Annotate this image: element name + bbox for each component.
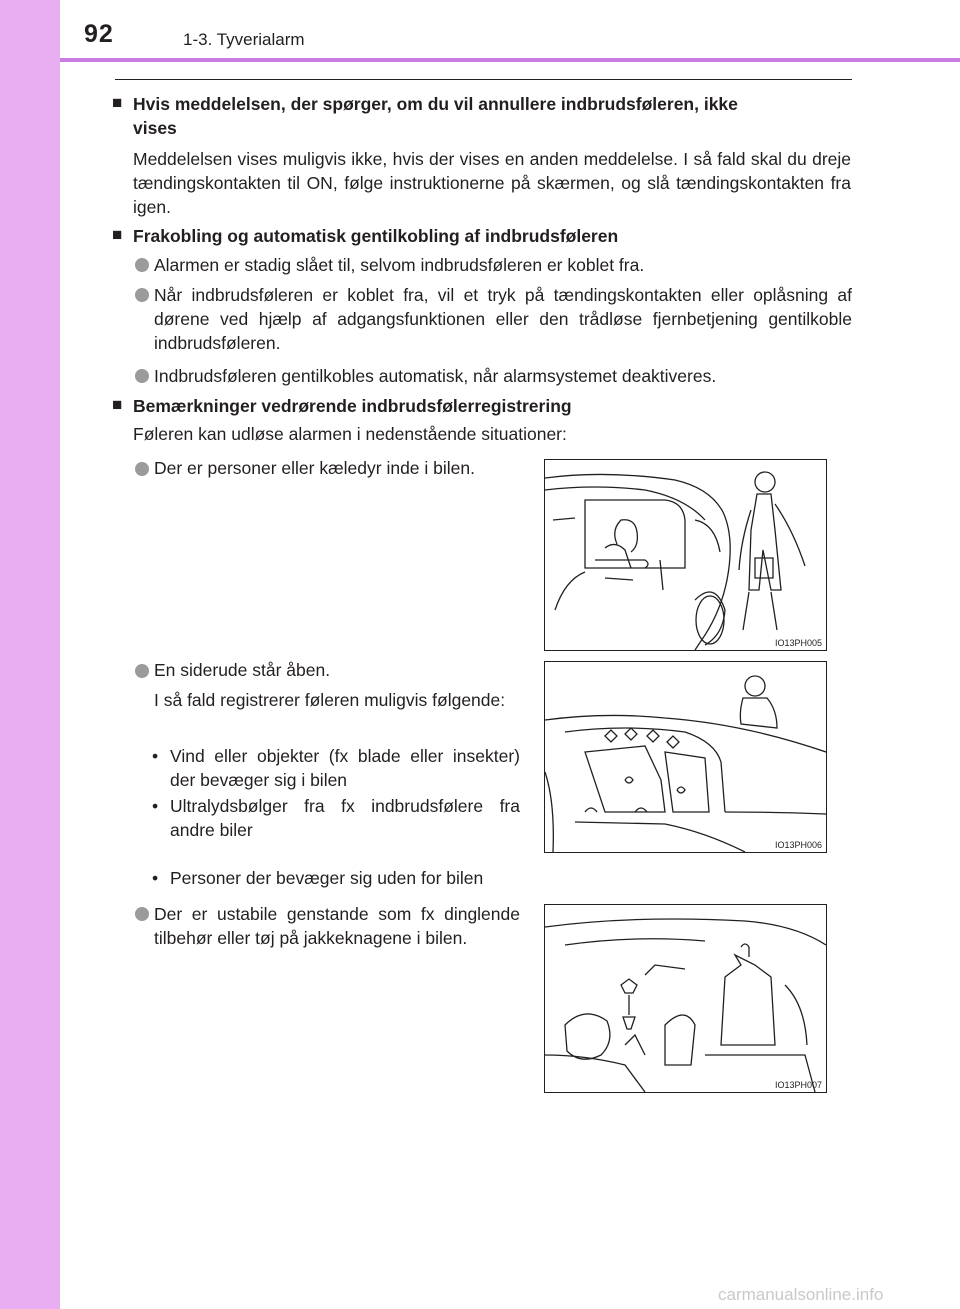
figure-code: IO13PH006	[774, 840, 822, 850]
bullet-text: Når indbrudsføleren er koblet fra, vil et tryk på tændingskontakten eller oplåsning af dørene ved hjælp af adgangsfunktionen eller den trådløse fjernbetjening gentilkoble indbrudsføleren.	[154, 285, 852, 353]
bullet-text: Der er personer eller kæledyr inde i bilen.	[154, 458, 475, 478]
figure-code: IO13PH005	[774, 638, 822, 648]
watermark: carmanualsonline.info	[718, 1285, 884, 1304]
square-marker: ■	[112, 395, 123, 414]
figure-hanging-items	[544, 904, 827, 1093]
bullet-dot	[135, 907, 149, 921]
section-heading	[133, 92, 853, 140]
sub-bullet: •	[152, 868, 159, 888]
section-heading: Bemærkninger vedrørende indbrudsfølerregistrering	[133, 396, 572, 416]
bullet-text: Indbrudsføleren gentilkobles automatisk, når alarmsystemet deaktiveres.	[154, 366, 717, 386]
page-number: 92	[84, 20, 114, 48]
illustration-open-window	[545, 662, 826, 852]
bullet-dot	[135, 462, 149, 476]
figure-open-window	[544, 661, 827, 853]
sub-bullet-text: Ultralydsbølger fra fx indbrudsfølere fra andre biler	[170, 796, 520, 840]
sub-bullet: •	[152, 746, 159, 766]
bullet-dot	[135, 258, 149, 272]
bullet-text: En siderude står åben.	[154, 660, 331, 680]
sub-bullet-text: Vind eller objekter (fx blade eller insekter) der bevæger sig i bilen	[170, 746, 520, 790]
section-heading: Frakobling og automatisk gentilkobling af indbrudsføleren	[133, 226, 619, 246]
illustration-hanging-items	[545, 905, 826, 1092]
bullet-text: Der er ustabile genstande som fx dinglende tilbehør eller tøj på jakkeknagene i bilen.	[154, 904, 520, 948]
heading-line: vises	[133, 118, 177, 138]
bullet-dot	[135, 369, 149, 383]
paragraph: Føleren kan udløse alarmen i nedenstående situationer:	[133, 424, 567, 444]
heading-line: Hvis meddelelsen, der spørger, om du vil annullere indbrudsføleren, ikke	[133, 94, 738, 114]
square-marker: ■	[112, 225, 123, 244]
bullet-dot	[135, 664, 149, 678]
paragraph: I så fald registrerer føleren muligvis følgende:	[154, 690, 506, 710]
divider	[115, 79, 852, 80]
illustration-pet-in-car	[545, 460, 826, 650]
square-marker: ■	[112, 93, 123, 112]
figure-pet-in-car	[544, 459, 827, 651]
sub-bullet: •	[152, 796, 159, 816]
bullet-text: Alarmen er stadig slået til, selvom indbrudsføleren er koblet fra.	[154, 255, 645, 275]
paragraph: Meddelelsen vises muligvis ikke, hvis der vises en anden meddelelse. I så fald skal du dreje tændingskontakten til ON, følge instruktionerne på skærmen, og slå tændingskontakten fra igen.	[133, 149, 851, 217]
figure-code: IO13PH007	[774, 1080, 822, 1090]
sub-bullet-text: Personer der bevæger sig uden for bilen	[170, 868, 484, 888]
sidebar-tab	[0, 0, 60, 1309]
bullet-dot	[135, 288, 149, 302]
header-line	[60, 58, 960, 62]
section-title: 1-3. Tyverialarm	[183, 30, 305, 49]
